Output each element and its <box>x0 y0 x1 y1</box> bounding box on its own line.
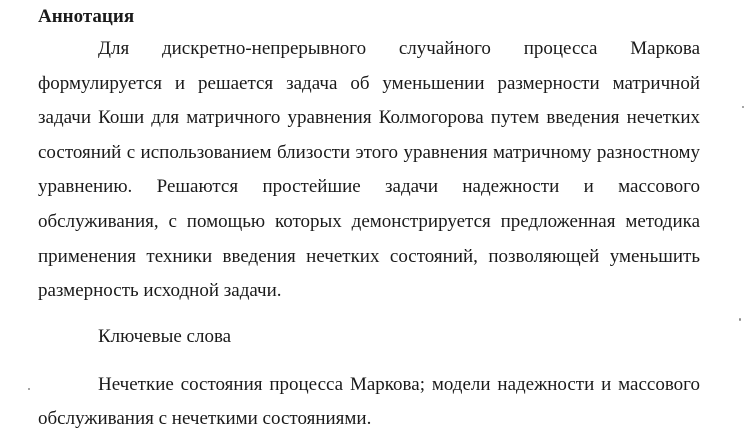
scan-speck <box>739 318 741 321</box>
abstract-heading: Аннотация <box>38 6 135 27</box>
keywords-heading: Ключевые слова <box>98 326 232 347</box>
abstract-text: Для дискретно-непрерывного случайного процесса Маркова формулируется и решается задача об уменьшении размерности матричной задачи Коши для матричного уравнения Колмогорова путем введения нечетких состояний с использованием близости этого уравнения матричному разностному уравнению. Решаются простейшие задачи надежности и массового обслуживания, с помощью которых демонстрируется предложенная методика применения техники введения нечетких состояний, позволяющей уменьшить размерность исходной задачи. <box>38 38 700 302</box>
scan-speck <box>742 106 744 108</box>
keywords-text: Нечеткие состояния процесса Маркова; модели надежности и массового обслуживания с нечеткими состояниями. <box>38 374 700 429</box>
scan-speck <box>28 388 30 390</box>
